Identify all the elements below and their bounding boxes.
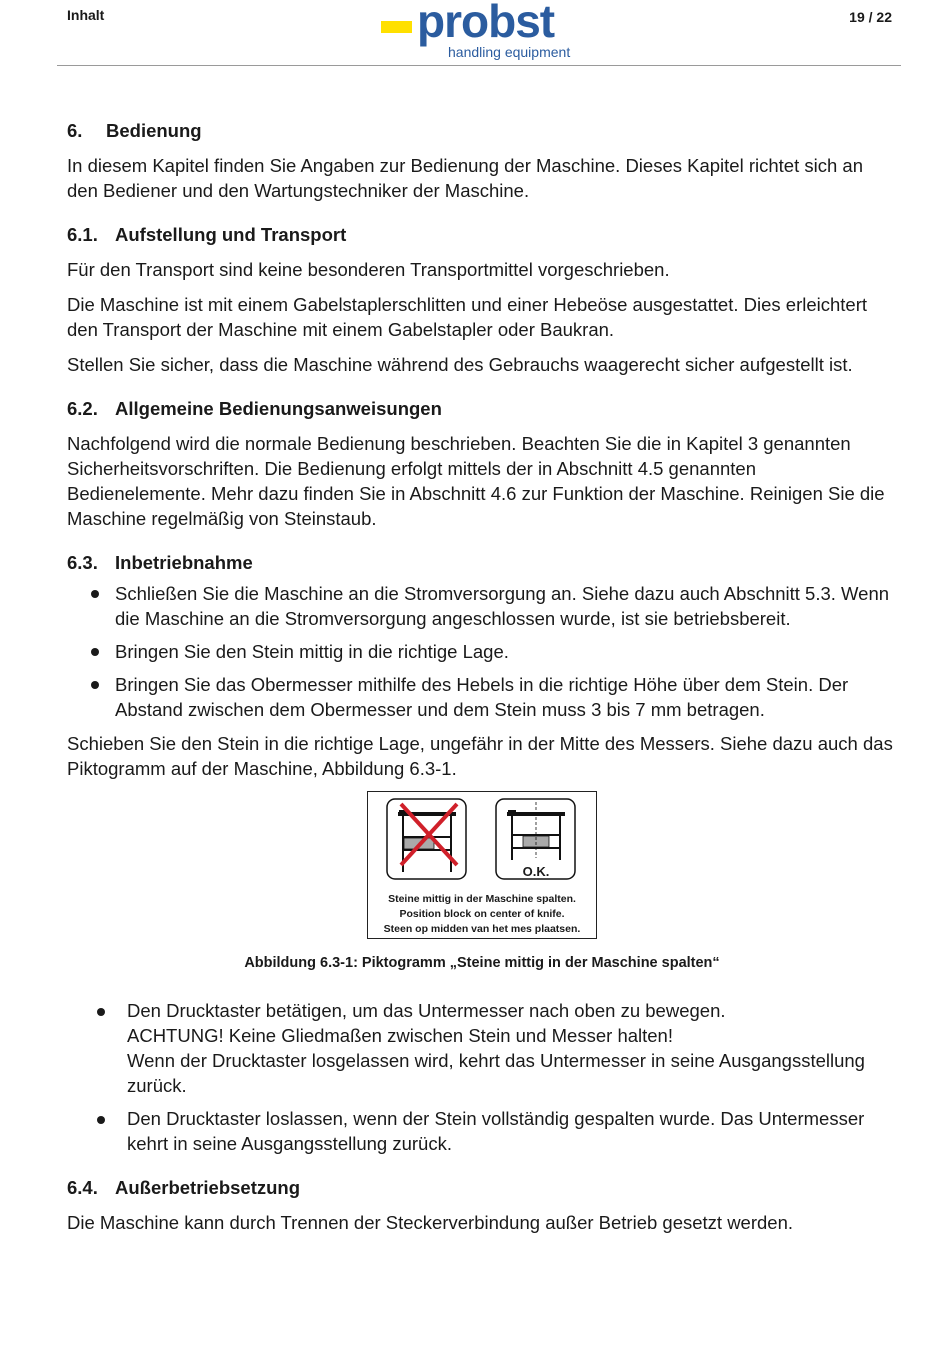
section-heading-6-3 <box>67 550 897 575</box>
section-number: 6.2. <box>67 398 98 419</box>
list-item <box>67 998 897 1098</box>
logo-wordmark: probst <box>417 0 555 47</box>
section-title: Außerbetriebsetzung <box>115 1177 301 1198</box>
warning-text: ACHTUNG! Keine Gliedmaßen zwischen Stein und Messer halten! <box>127 1025 673 1046</box>
list-item-text: Den Drucktaster loslassen, wenn der Stein vollständig gespalten wurde. Das Untermesser kehrt in seine Ausgangsstellung zurück. <box>127 1108 865 1154</box>
pictogram-caption-en: Position block on center of knife. <box>399 908 565 920</box>
header-divider <box>57 65 901 66</box>
pictogram-caption-nl: Steen op midden van het mes plaatsen. <box>383 923 581 935</box>
list-item-text: Bringen Sie das Obermesser mithilfe des Hebels in die richtige Höhe über dem Stein. Der Abstand zwischen dem Obermesser und dem Stein muss 3 bis 7 mm betragen. <box>115 674 849 720</box>
list-item-text: Wenn der Drucktaster losgelassen wird, kehrt das Untermesser in seine Ausgangsstellung zurück. <box>127 1050 865 1096</box>
list-item <box>67 639 897 664</box>
section-title: Allgemeine Bedienungsanweisungen <box>115 398 442 419</box>
paragraph: Die Maschine kann durch Trennen der Steckerverbindung außer Betrieb gesetzt werden. <box>67 1212 794 1233</box>
section-title: Bedienung <box>106 120 202 141</box>
probst-logo <box>381 0 586 62</box>
section-title: Aufstellung und Transport <box>115 224 347 245</box>
bullet-icon <box>91 590 99 598</box>
paragraph: Nachfolgend wird die normale Bedienung beschrieben. Beachten Sie die in Kapitel 3 genannten Sicherheitsvorschriften. Die Bedienung erfolgt mittels der in Abschnitt 4.5 genannten Bedienelemente. Mehr dazu finden Sie in Abschnitt 4.6 zur Funktion der Maschine. Reinigen Sie die Maschine regelmäßig von Steinstaub. <box>67 433 885 529</box>
paragraph: Schieben Sie den Stein in die richtige Lage, ungefähr in der Mitte des Messers. Siehe dazu auch das Piktogramm auf der Maschine, Abbildung 6.3-1. <box>67 733 893 779</box>
bullet-icon <box>91 648 99 656</box>
header-section-label: Inhalt <box>67 7 105 23</box>
paragraph: Die Maschine ist mit einem Gabelstaplerschlitten und einer Hebeöse ausgestattet. Dies erleichtert den Transport der Maschine mit einem Gabelstapler oder Baukran. <box>67 294 868 340</box>
bullet-icon <box>91 681 99 689</box>
pictogram-ok-label: O.K. <box>522 864 550 879</box>
list-item <box>67 581 897 631</box>
list-item <box>67 1106 897 1156</box>
page-number: 19 / 22 <box>849 9 892 25</box>
document-body <box>67 118 897 1245</box>
paragraph: Stellen Sie sicher, dass die Maschine während des Gebrauchs waagerecht sicher aufgestellt ist. <box>67 354 853 375</box>
section-heading-6-2 <box>67 396 897 421</box>
list-item-text: Den Drucktaster betätigen, um das Untermesser nach oben zu bewegen. <box>127 1000 726 1021</box>
logo-yellow-bar <box>381 21 412 33</box>
paragraph: In diesem Kapitel finden Sie Angaben zur Bedienung der Maschine. Dieses Kapitel richtet sich an den Bediener und den Wartungstechniker der Maschine. <box>67 155 863 201</box>
section-number: 6.4. <box>67 1177 98 1198</box>
paragraph: Für den Transport sind keine besonderen Transportmittel vorgeschrieben. <box>67 259 670 280</box>
bullet-list <box>67 581 897 722</box>
list-item <box>67 672 897 722</box>
figure-caption: Abbildung 6.3-1: Piktogramm „Steine mittig in der Maschine spalten“ <box>244 955 720 971</box>
list-item-text: Schließen Sie die Maschine an die Stromversorgung an. Siehe dazu auch Abschnitt 5.3. Wenn die Maschine an die Stromversorgung angeschlossen wurde, ist sie betriebsbereit. <box>115 583 890 629</box>
logo-tagline: handling equipment <box>448 44 571 60</box>
list-item-text: Bringen Sie den Stein mittig in die richtige Lage. <box>115 641 509 662</box>
section-heading-6-1 <box>67 222 897 247</box>
section-number: 6.1. <box>67 224 98 245</box>
bullet-icon <box>97 1116 105 1124</box>
bullet-icon <box>97 1008 105 1016</box>
section-number: 6.3. <box>67 552 98 573</box>
section-heading-6-4 <box>67 1175 897 1200</box>
pictogram-caption-de: Steine mittig in der Maschine spalten. <box>388 893 576 905</box>
section-heading-6 <box>67 118 897 143</box>
bullet-list <box>67 998 897 1156</box>
section-number: 6. <box>67 120 83 141</box>
section-title: Inbetriebnahme <box>115 552 253 573</box>
pictogram-image <box>367 791 597 939</box>
